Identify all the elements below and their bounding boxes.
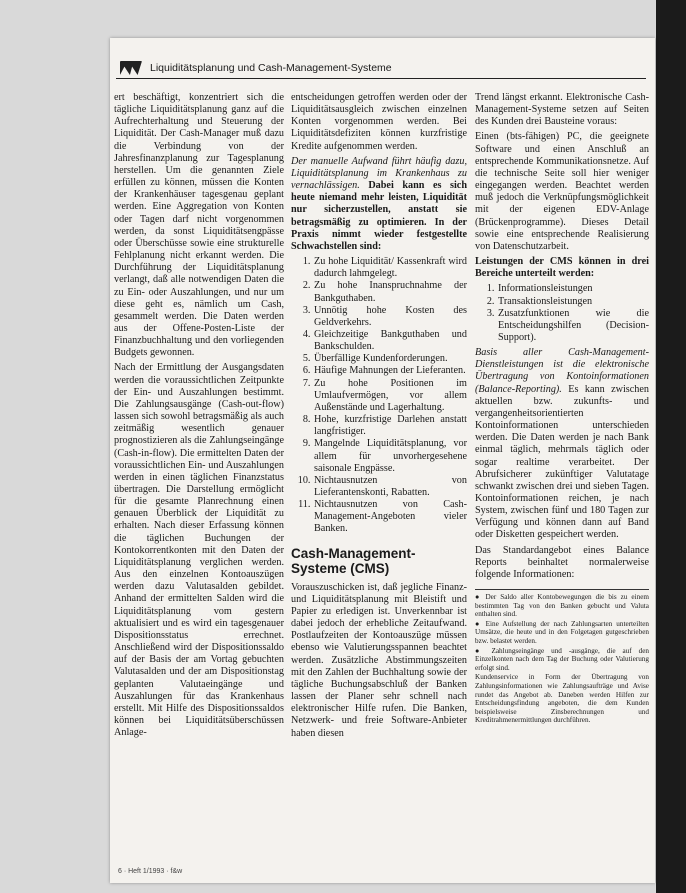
journal-logo-icon <box>120 61 142 75</box>
list-item: 7. Zu hohe Positionen im Umlaufvermögen, vor allem Außenstände und Lagerhaltung. <box>313 378 467 414</box>
list-item: 3. Zusatzfunktionen wie die Entscheidungshilfen (Decision-Support). <box>497 308 649 344</box>
footnote: ● Eine Aufstellung der nach Zahlungsarten unterteilten Umsätze, die heute und in den Folgetagen gutgeschrieben bzw. belastet werden. <box>475 619 649 646</box>
text-column-3 <box>475 92 649 725</box>
weakness-list <box>291 256 467 536</box>
list-item: 3. Unnötig hohe Kosten des Geldverkehrs. <box>313 305 467 329</box>
list-item: 10. Nichtausnutzen von Lieferantenskonti, Rabatten. <box>313 475 467 499</box>
lead-italic: Basis aller Cash-Management-Dienstleistungen ist die elektronische Übertragung von Kontoinformationen (Balance-Reporting). <box>475 347 649 395</box>
paragraph: entscheidungen getroffen werden oder der Liquiditätsausgleich zwischen einzelnen Konten vorgenommen werden. Bei Liquiditätsdefiziten können kurzfristige Kredite aufgenommen werden. <box>291 92 467 152</box>
list-item: 11. Nichtausnutzen von Cash-Management-Angeboten vieler Banken. <box>313 499 467 535</box>
list-item: 8. Hohe, kurzfristige Darlehen anstatt langfristiger. <box>313 414 467 438</box>
footnote: Kundenservice in Form der Übertragung von Zahlungsinformationen wie Zahlungsaufträge und Avise rundet das Angebot ab. Daneben werden Hilfen zur Entscheidungsfindung angeboten, die dem Kunden beispielsweise Zinsberechnungen und Kreditrahmenermittlungen durchführen. <box>475 673 649 725</box>
paragraph: Einen (bts-fähigen) PC, die geeignete Software und einen Anschluß an entsprechende Kommunikationsnetze. Auf die technische Seite soll hier weniger eingegangen werden. Beachtet werden muß jedoch die Verknüpfungsmöglichkeit mit der eigenen EDV-Anlage (Brückenprogramme). Dieses Detail sowie eine entsprechende Realisierung von Datenschutzarbeit. <box>475 131 649 252</box>
services-list <box>475 283 649 344</box>
paragraph-rest: Es kann zwischen aktuellen bzw. zukunfts- und vergangenheitsorientierten Kontoinformationen unterschieden werden. Die Daten werden je nach Bank einmal täglich, mehrmals täglich oder sogar realtime verarbeitet. Der Abrufsicherer zukünftiger Valutatage schwankt zwischen drei und sieben Tagen. Kontoinformationen reichen, je nach System, zwischen fünf und 180 Tagen zur Verfügung und können dann auf Band oder Disketten gespeichert werden. <box>475 383 649 541</box>
footnote: ● Der Saldo aller Kontobewegungen die bis zu einem bestimmten Tag von den Banken gebucht und Valuta enthalten sind. <box>475 593 649 619</box>
list-item: 2. Transaktionsleistungen <box>497 296 649 308</box>
list-item: 2. Zu hohe Inanspruchnahme der Bankguthaben. <box>313 280 467 304</box>
scan-dark-edge <box>656 0 686 893</box>
list-item: 4. Gleichzeitige Bankguthaben und Bankschulden. <box>313 329 467 353</box>
list-item: 5. Überfällige Kundenforderungen. <box>313 353 467 365</box>
lead-bold: Dabei kann es sich heute niemand mehr leisten, Liquidität nur sicherzustellen, anstatt sie betragsmäßig zu optimieren. In der Praxis nimmt wieder festgestellte Schwachstellen sind: <box>291 180 467 252</box>
paragraph: Trend längst erkannt. Elektronische Cash-Management-Systeme setzen auf Seiten des Kunden drei Bausteine voraus: <box>475 92 649 128</box>
paragraph <box>475 347 649 542</box>
footnote: ● Zahlungseingänge und -ausgänge, die auf den Einzelkonten nach dem Tag der Buchung oder Valutierung erfolgt sind. <box>475 646 649 672</box>
running-header <box>116 60 646 79</box>
paragraph: Das Standardangebot eines Balance Reports beinhaltet normalerweise folgende Informationen: <box>475 544 649 580</box>
page-footer: 6 · Heft 1/1993 · f&w <box>118 868 183 875</box>
paragraph: Nach der Ermittlung der Ausgangsdaten werden die voraussichtlichen Zeitpunkte der Ein- und Auszahlungen bestimmt. Die Zahlungsausgänge (Cash-out-flow) lassen sich sowohl betragsmäßig als auch zeitmäßig wesentlich genauer prognostizieren als die Zahlungseingänge (Cash-in-flow). Die ermittelten Daten der voraussichtlichen Ein- und Auszahlungen werden in einen täglichen Finanzstatus übertragen. Die Darstellung ermöglicht für die gesamte Planrechnung einen genauen Überblick der Liquidität zu erhalten. Nach dieser Erfassung können die täglichen Buchungen der Kontokorrentkonten mit den Daten der Liquiditätsplanung verglichen werden. Aus den einzelnen Kontoauszügen werden dazu Valutasalden gebildet. Anhand der ermittelten Salden wird die Liquiditätsplanung vom gestern aktualisiert und es wird ein tagesgenauer Dispositionsstatus errechnet. Anschließend wird der Dispositionssaldo auf der Basis der am Vortag gebuchten Valutasalden und der am Dispositionstag geplanten Valutaeingänge und Auszahlungen für das Krankenhaus erstellt. Mit Hilfe des Dispositionssaldos können bei Liquiditätsüberschüssen Anlage- <box>114 362 284 739</box>
footnotes <box>475 589 649 725</box>
paragraph-lead: Leistungen der CMS können in drei Bereiche unterteilt werden: <box>475 256 649 280</box>
text-column-1 <box>114 92 284 739</box>
document-page <box>110 38 655 883</box>
header-title: Liquiditätsplanung und Cash-Management-Systeme <box>150 62 392 74</box>
list-item: 6. Häufige Mahnungen der Lieferanten. <box>313 365 467 377</box>
paragraph: Vorauszuschicken ist, daß jegliche Finanz- und Liquiditätsplanung mit Bleistift und Papier zu erledigen ist. Unverkennbar ist dabei jedoch der erhebliche Zeitaufwand. Postlaufzeiten der Kontoauszüge müssen ebenso wie Valutierungsspannen beachtet werden. Zusätzliche Abstimmungszeiten mit den Zahlen der Buchhaltung sowie der tägliche Buchungsabschluß der Banken lassen der Planer sehr schnell nach elektronischer Hilfe rufen. Die Banken, Netzwerk- und freie Software-Anbieter haben diesen <box>291 581 467 739</box>
section-heading: Cash-Management-Systeme (CMS) <box>291 545 416 576</box>
paragraph-lead <box>291 156 467 253</box>
lead-italic: Der manuelle Aufwand führt häufig dazu, Liquiditätsplanung im Krankenhaus zu vernachlässigen. <box>291 155 467 192</box>
list-item: 1. Zu hohe Liquidität/ Kassenkraft wird dadurch lahmgelegt. <box>313 256 467 280</box>
list-item: 1. Informationsleistungen <box>497 283 649 295</box>
text-column-2 <box>291 92 467 740</box>
paragraph: ert beschäftigt, konzentriert sich die tägliche Liquiditätsplanung ganz auf die Aufrechterhaltung und Steuerung der Liquidität. Der Cash-Manager muß dazu die Verbindung von der Jahresfinanzplanung zur Tagesplanung herstellen. Um die genannten Ziele erfüllen zu können, müssen die Konten der Krankenhäuser tagesgenau geplant werden. Eine Aggregation von Konten oder Tagen darf nicht vorgenommen werden, da sonst Liquiditätsengpässe oder Überschüsse sowie eine strukturelle Fehlplanung nicht erkannt werden. Die Durchführung der Liquiditätsplanung verlangt, daß alle notwendigen Daten die zu Ein- oder Auszahlungen, und nur um diese geht es, nämlich um Cash, gesammelt werden. Die Daten werden aus der Offene-Posten-Liste der Finanzbuchhaltung und den vorliegenden Budgets gewonnen. <box>114 92 284 359</box>
list-item: 9. Mangelnde Liquiditätsplanung, vor allem für unvorhergesehene saisonale Engpässe. <box>313 438 467 474</box>
